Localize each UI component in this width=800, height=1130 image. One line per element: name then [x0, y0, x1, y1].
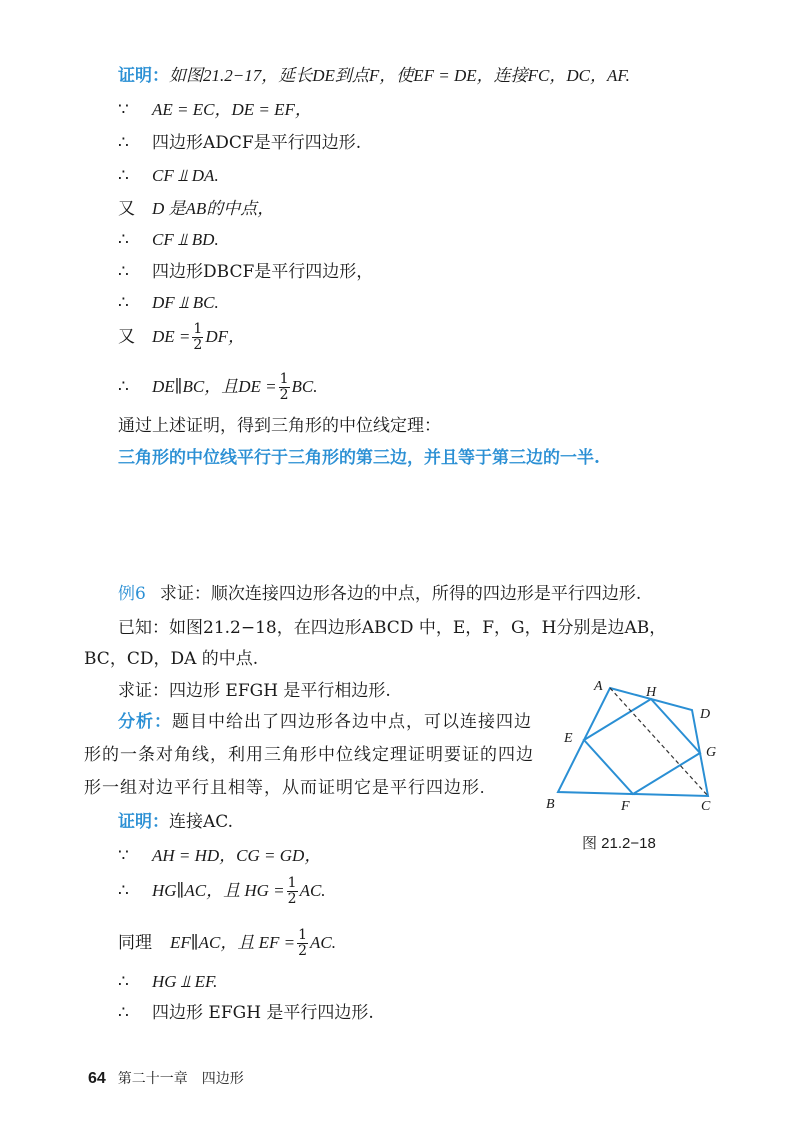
step-symbol: ∴: [118, 293, 129, 313]
step-text: CF ⫫ DA.: [152, 166, 219, 185]
proof-step: [118, 260, 373, 284]
proof-step: [118, 970, 217, 994]
proof2-intro-line: [118, 810, 233, 834]
proof-intro: 如图21.2−17，延长DE到点F，使EF = DE，连接FC，DC，AF.: [169, 66, 630, 85]
step-symbol: ∴: [118, 377, 129, 397]
step-symbol: ∵: [118, 100, 129, 120]
step-symbol: ∴: [118, 881, 129, 901]
figure-caption: 图 21.2−18: [582, 835, 656, 852]
step-symbol: 又: [118, 199, 135, 219]
fraction-numerator: 1: [193, 321, 203, 337]
proof1-line: [118, 64, 630, 88]
analysis-line-2: 形的一条对角线，利用三角形中位线定理证明要证的四边: [84, 745, 534, 764]
proof-step-fraction: [118, 928, 336, 959]
proof-label: 证明：: [118, 66, 169, 86]
step-text: CF ⫫ BD.: [152, 230, 219, 249]
label-c: C: [701, 799, 711, 814]
label-e: E: [564, 731, 573, 746]
proof-step: [118, 197, 274, 221]
example-statement: 求证：顺次连接四边形各边的中点，所得的四边形是平行四边形.: [159, 584, 642, 604]
quadrilateral-abcd: [558, 688, 711, 796]
analysis-label: 分析：: [118, 712, 172, 731]
example-label: 例6: [118, 584, 146, 604]
step-text: DF，: [205, 327, 245, 346]
fraction-numerator: 1: [279, 371, 289, 387]
step-symbol: ∵: [118, 846, 129, 866]
known-line-2: BC，CD，DA 的中点.: [84, 649, 259, 669]
fraction-denominator: 2: [287, 891, 297, 907]
fraction: [297, 928, 308, 959]
label-b: B: [546, 797, 555, 812]
label-h: H: [646, 685, 657, 700]
step-text: 四边形ADCF是平行四边形.: [152, 133, 362, 153]
fraction-denominator: 2: [298, 943, 308, 959]
fraction-numerator: 1: [298, 927, 308, 943]
page-number: 64: [88, 1070, 106, 1087]
proof-step: [118, 131, 361, 155]
proof-step: [118, 844, 321, 868]
page-footer: [88, 1068, 244, 1088]
step-text: BC.: [291, 377, 318, 396]
step-text: AC.: [299, 881, 326, 900]
step-text: EF∥AC，且 EF =: [170, 933, 296, 952]
step-text: 四边形 EFGH 是平行四边形.: [152, 1003, 374, 1023]
step-symbol: 同理: [118, 933, 152, 953]
to-prove: 求证：四边形 EFGH 是平行相边形.: [118, 681, 391, 701]
step-text: 四边形DBCF是平行四边形，: [152, 262, 374, 282]
proof-step: [118, 98, 312, 122]
step-text: AH = HD，CG = GD，: [152, 846, 322, 865]
fraction-denominator: 2: [193, 337, 203, 353]
proof-step-fraction: [118, 372, 318, 403]
label-d: D: [700, 707, 711, 722]
label-a: A: [594, 679, 603, 694]
quadrilateral-efgh: [584, 699, 700, 794]
proof-intro: 连接AC.: [169, 812, 234, 832]
step-text: D 是AB的中点，: [152, 199, 275, 218]
midline-theorem: 三角形的中位线平行于三角形的第三边，并且等于第三边的一半.: [118, 448, 600, 468]
step-text: HG∥AC，且 HG =: [152, 881, 285, 900]
example6-statement-line: [118, 582, 641, 606]
step-symbol: 又: [118, 327, 135, 347]
chapter-title: 第二十一章 四边形: [117, 1070, 244, 1086]
analysis-line-3: 形一组对边平行且相等，从而证明它是平行四边形.: [84, 778, 486, 797]
known-line-1: 已知：如图21.2−18，在四边形ABCD 中，E，F，G，H分别是边AB，: [118, 618, 667, 638]
proof-label: 证明：: [118, 812, 169, 832]
step-symbol: ∴: [118, 262, 129, 282]
step-symbol: ∴: [118, 230, 129, 250]
step-symbol: ∴: [118, 166, 129, 186]
fraction: [279, 372, 290, 403]
proof-step: [118, 1001, 374, 1025]
proof-step: [118, 228, 219, 252]
fraction-denominator: 2: [279, 387, 289, 403]
step-symbol: ∴: [118, 1003, 129, 1023]
step-text: DE∥BC，且DE =: [152, 377, 277, 396]
conclusion-intro: 通过上述证明，得到三角形的中位线定理：: [118, 416, 441, 436]
fraction: [287, 876, 298, 907]
step-symbol: ∴: [118, 972, 129, 992]
step-text: AC.: [310, 933, 336, 952]
step-symbol: ∴: [118, 133, 129, 153]
proof-step: [118, 164, 219, 188]
label-g: G: [706, 745, 717, 760]
analysis-line-1: [118, 710, 532, 734]
analysis-text: 题目中给出了四边形各边中点，可以连接四边: [172, 712, 532, 731]
step-text: DE =: [152, 327, 191, 346]
diagonal-ac: [610, 688, 711, 796]
label-f: F: [621, 799, 630, 814]
proof-step-fraction: [118, 322, 245, 353]
fraction-numerator: 1: [287, 875, 297, 891]
step-text: DF ⫫ BC.: [152, 293, 219, 312]
proof-step: [118, 291, 219, 315]
step-text: AE = EC，DE = EF，: [152, 100, 312, 119]
proof-step-fraction: [118, 876, 326, 907]
fraction: [192, 322, 203, 353]
step-text: HG ⫫ EF.: [152, 972, 218, 991]
